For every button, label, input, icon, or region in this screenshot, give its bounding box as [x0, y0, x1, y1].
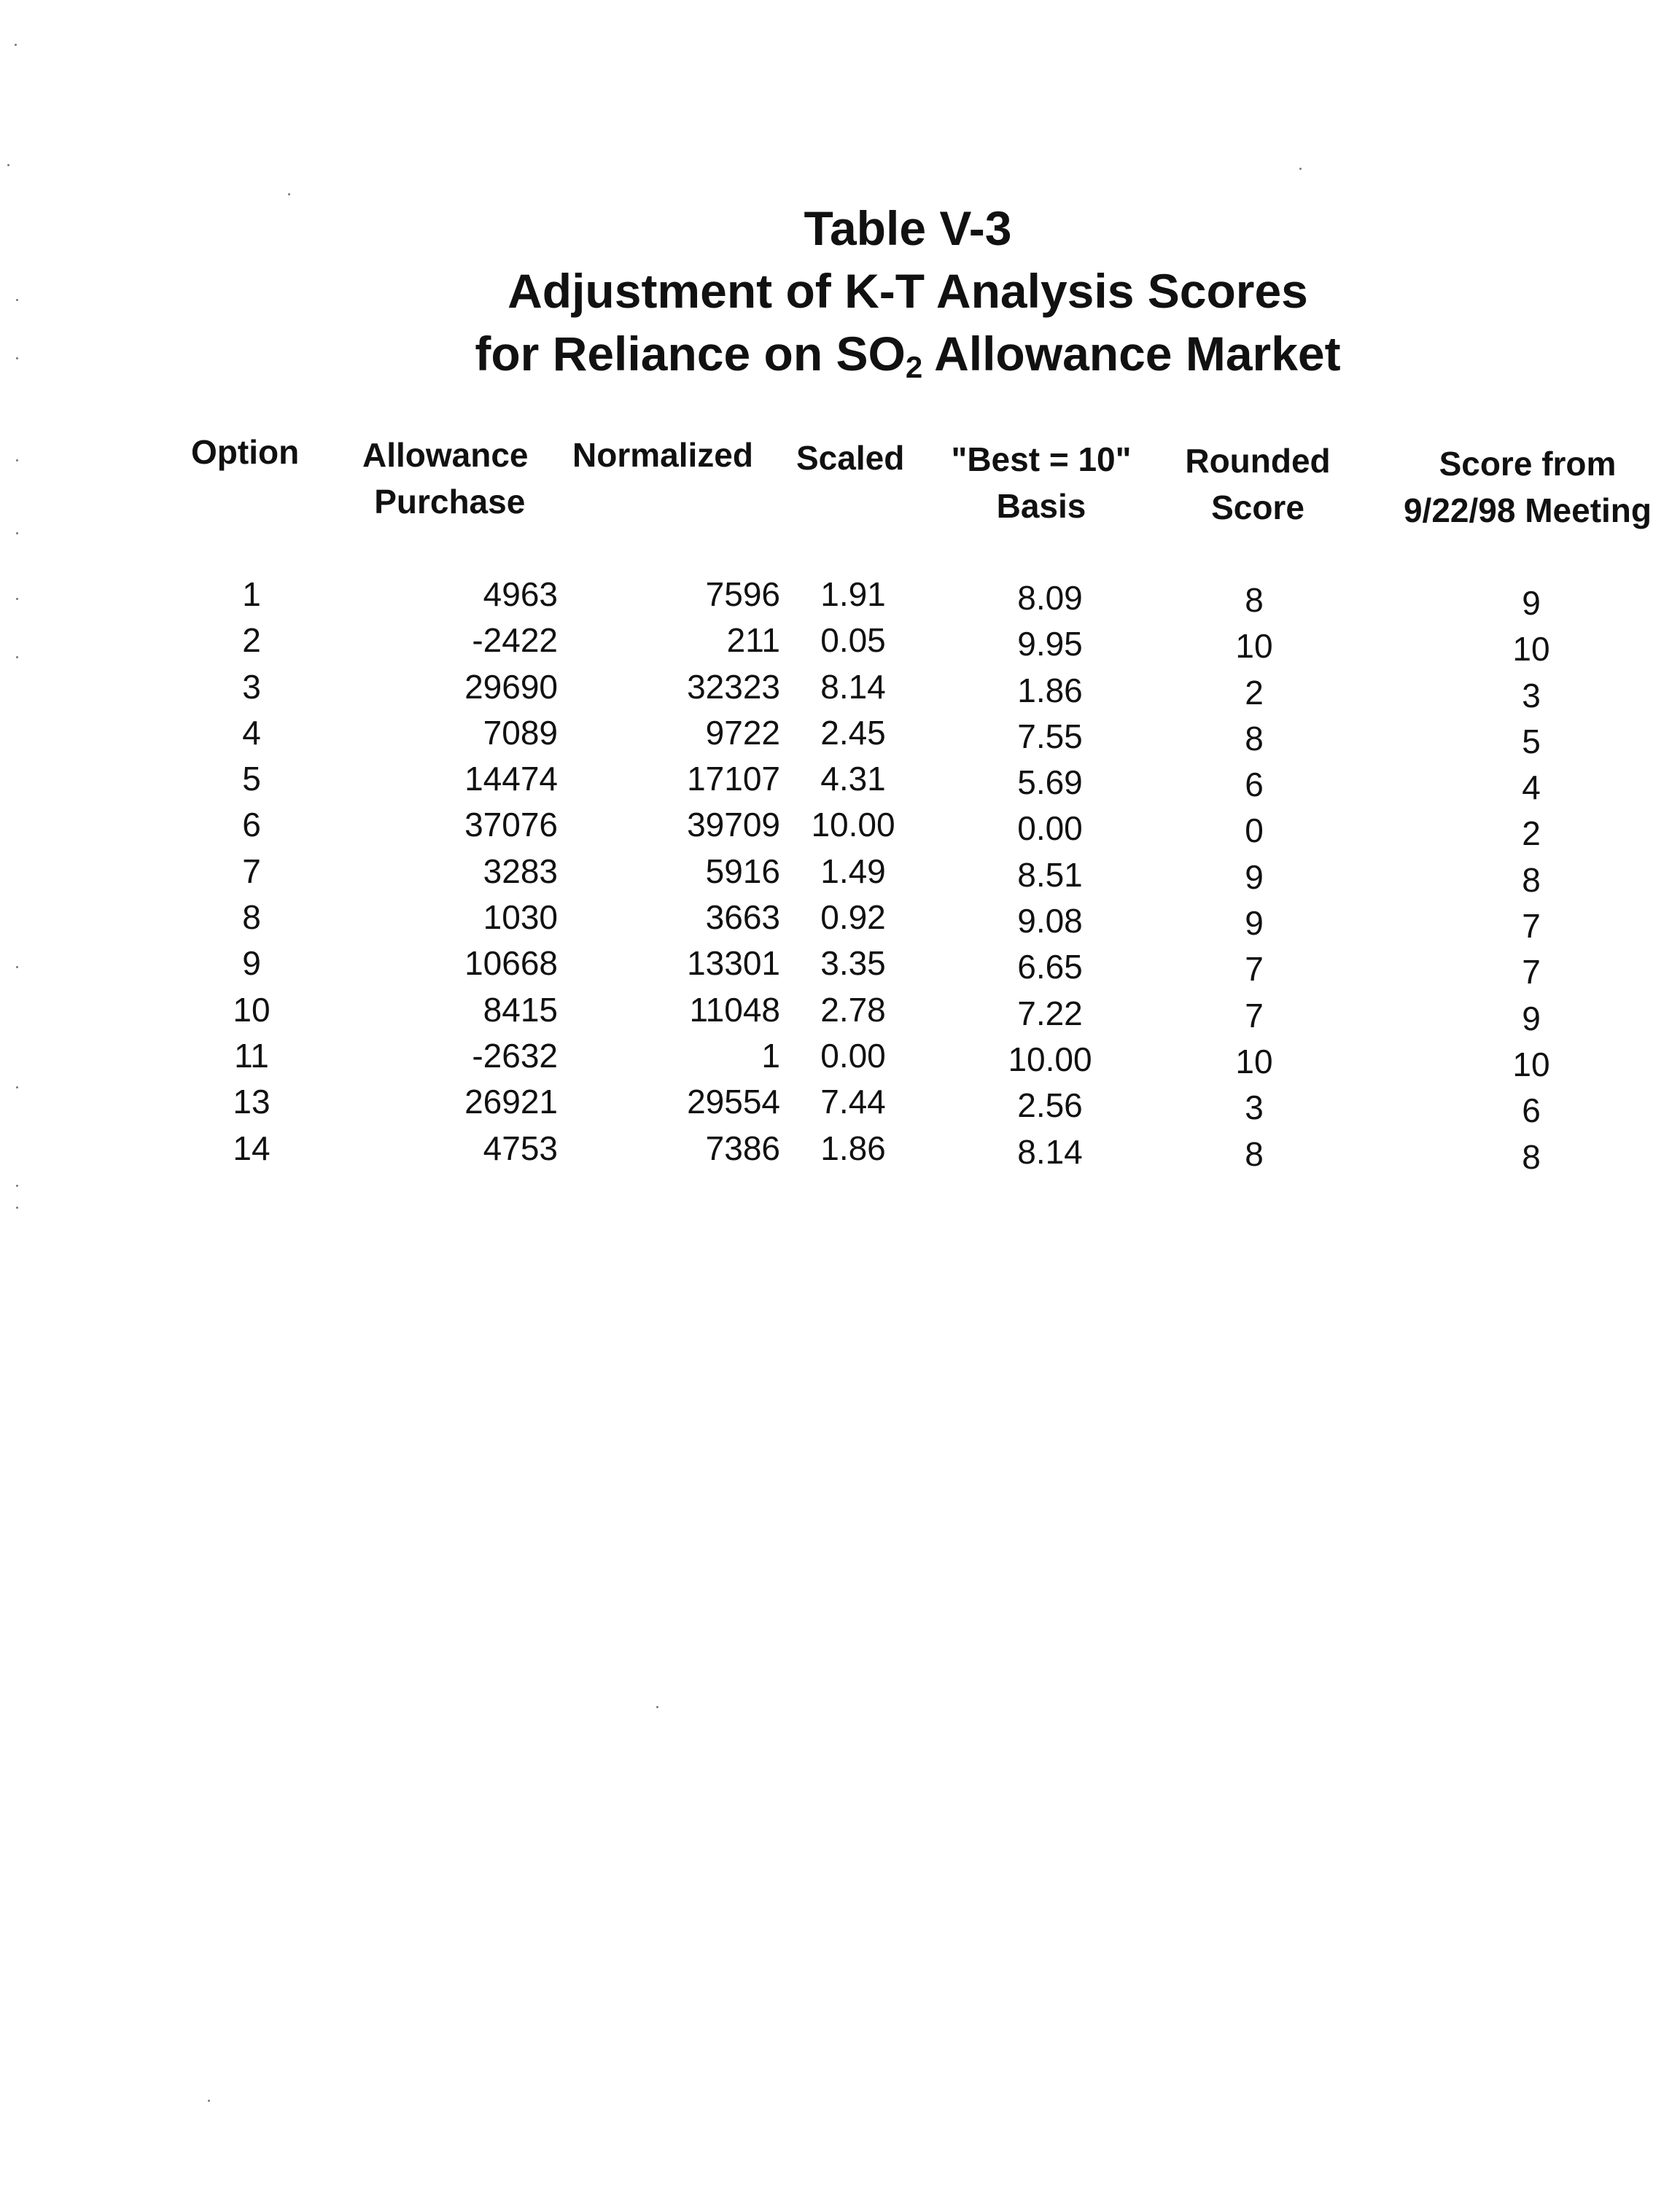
scan-speck: [1299, 168, 1302, 170]
cell-option: 7: [242, 852, 261, 890]
header-allowance-purchase: Allowance Purchase: [362, 436, 529, 521]
cell-normalized: 17107: [687, 760, 780, 798]
table-row: [0, 618, 1680, 669]
cell-allowance-purchase: -2632: [472, 1036, 558, 1075]
cell-option: 14: [233, 1129, 271, 1167]
table-row: [0, 1079, 1680, 1130]
table-title: [0, 197, 1680, 399]
table-row: [0, 895, 1680, 946]
scan-speck: [16, 1185, 18, 1187]
header-meeting-score: Score from 9/22/98 Meeting: [1403, 445, 1652, 529]
cell-normalized: 32323: [687, 667, 780, 706]
cell-option: 5: [242, 760, 261, 798]
scan-speck: [16, 966, 18, 968]
cell-option: 1: [242, 575, 261, 613]
cell-rounded-score: 3: [1245, 1088, 1264, 1127]
cell-normalized: 1: [761, 1036, 780, 1075]
scan-speck: [15, 44, 17, 46]
cell-option: 4: [242, 713, 261, 752]
cell-allowance-purchase: -2422: [472, 621, 558, 660]
title-line-3-pre: for Reliance on SO: [475, 327, 906, 381]
title-line-3-post: Allowance Market: [922, 327, 1341, 381]
table-row: [0, 802, 1680, 853]
cell-scaled: 3.35: [820, 944, 886, 983]
cell-meeting-score: 7: [1522, 907, 1541, 946]
cell-scaled: 0.00: [820, 1036, 886, 1075]
cell-scaled: 7.44: [820, 1083, 886, 1121]
header-scaled: Scaled: [796, 439, 905, 477]
cell-meeting-score: 2: [1522, 814, 1541, 853]
cell-option: 10: [233, 990, 271, 1029]
cell-option: 13: [233, 1083, 271, 1121]
cell-option: 8: [242, 898, 261, 937]
cell-rounded-score: 9: [1245, 857, 1264, 896]
scan-speck: [16, 598, 18, 600]
cell-rounded-score: 7: [1245, 950, 1264, 989]
cell-allowance-purchase: 1030: [483, 898, 558, 937]
cell-meeting-score: 8: [1522, 860, 1541, 899]
cell-meeting-score: 10: [1512, 1045, 1550, 1083]
cell-best-basis: 8.14: [1017, 1132, 1083, 1171]
cell-scaled: 0.05: [820, 621, 886, 660]
cell-best-basis: 9.95: [1017, 625, 1083, 663]
cell-rounded-score: 10: [1235, 627, 1273, 666]
cell-allowance-purchase: 4753: [483, 1129, 558, 1167]
cell-best-basis: 1.86: [1017, 671, 1083, 709]
cell-scaled: 0.92: [820, 898, 886, 937]
header-rounded-score: Rounded Score: [1185, 442, 1331, 526]
scan-speck: [16, 656, 18, 658]
cell-option: 11: [234, 1036, 269, 1075]
cell-normalized: 13301: [687, 944, 780, 983]
scan-speck: [16, 1086, 18, 1088]
cell-best-basis: 5.69: [1017, 763, 1083, 802]
cell-normalized: 3663: [705, 898, 780, 937]
cell-normalized: 9722: [705, 713, 780, 752]
cell-best-basis: 7.55: [1017, 717, 1083, 755]
cell-rounded-score: 8: [1245, 1134, 1264, 1173]
scan-speck: [7, 164, 9, 166]
cell-rounded-score: 6: [1245, 766, 1264, 804]
cell-option: 9: [242, 944, 261, 983]
cell-rounded-score: 9: [1245, 904, 1264, 943]
cell-scaled: 1.49: [820, 852, 886, 890]
title-subscript: 2: [905, 350, 923, 384]
cell-allowance-purchase: 3283: [483, 852, 558, 890]
cell-rounded-score: 7: [1245, 996, 1264, 1035]
cell-normalized: 11048: [689, 990, 780, 1029]
cell-meeting-score: 7: [1522, 953, 1541, 992]
cell-best-basis: 6.65: [1017, 948, 1083, 986]
cell-scaled: 1.91: [820, 575, 886, 613]
cell-meeting-score: 3: [1522, 676, 1541, 714]
cell-scaled: 8.14: [820, 667, 886, 706]
title-line-1: Table V-3: [804, 201, 1012, 255]
cell-meeting-score: 5: [1522, 722, 1541, 760]
table-row: [0, 987, 1680, 1037]
cell-best-basis: 2.56: [1017, 1086, 1083, 1125]
cell-scaled: 1.86: [820, 1129, 886, 1167]
cell-option: 2: [242, 621, 261, 660]
scan-speck: [16, 459, 18, 461]
scan-speck: [16, 357, 18, 359]
cell-rounded-score: 10: [1235, 1042, 1273, 1080]
cell-normalized: 211: [726, 621, 780, 660]
cell-best-basis: 7.22: [1017, 994, 1083, 1032]
cell-best-basis: 0.00: [1017, 809, 1083, 848]
scan-speck: [656, 1706, 658, 1708]
cell-allowance-purchase: 14474: [464, 760, 558, 798]
header-normalized: Normalized: [572, 436, 753, 474]
cell-allowance-purchase: 7089: [483, 713, 558, 752]
scan-speck: [208, 2100, 210, 2102]
cell-meeting-score: 9: [1522, 584, 1541, 622]
table-row: [0, 1126, 1680, 1176]
table-row: [0, 756, 1680, 807]
cell-normalized: 7386: [705, 1129, 780, 1167]
scan-speck: [16, 299, 18, 301]
cell-scaled: 2.78: [820, 990, 886, 1029]
cell-normalized: 5916: [705, 852, 780, 890]
cell-allowance-purchase: 29690: [464, 667, 558, 706]
cell-rounded-score: 0: [1245, 811, 1264, 850]
cell-scaled: 2.45: [820, 713, 886, 752]
table-row: [0, 710, 1680, 760]
scan-speck: [16, 1207, 18, 1209]
cell-option: 6: [242, 806, 261, 844]
cell-allowance-purchase: 10668: [464, 944, 558, 983]
cell-meeting-score: 8: [1522, 1137, 1541, 1176]
cell-option: 3: [242, 667, 261, 706]
cell-scaled: 4.31: [820, 760, 886, 798]
scan-speck: [16, 532, 18, 534]
header-best-basis: "Best = 10" Basis: [951, 440, 1132, 525]
cell-normalized: 39709: [687, 806, 780, 844]
cell-normalized: 29554: [687, 1083, 780, 1121]
title-line-2: Adjustment of K-T Analysis Scores: [508, 264, 1308, 318]
title-line-3: [0, 322, 1680, 399]
table-row: [0, 572, 1680, 622]
cell-best-basis: 8.09: [1017, 579, 1083, 617]
cell-meeting-score: 9: [1522, 999, 1541, 1037]
header-option: Option: [191, 433, 300, 471]
cell-best-basis: 8.51: [1017, 855, 1083, 894]
table-row: [0, 849, 1680, 899]
cell-meeting-score: 4: [1522, 768, 1541, 807]
table-body: [0, 572, 1680, 1176]
cell-allowance-purchase: 37076: [464, 806, 558, 844]
cell-rounded-score: 8: [1245, 581, 1264, 619]
table-row: [0, 1033, 1680, 1083]
cell-allowance-purchase: 4963: [483, 575, 558, 613]
table-row: [0, 940, 1680, 992]
cell-meeting-score: 6: [1522, 1091, 1541, 1130]
table-row: [0, 664, 1680, 714]
cell-best-basis: 9.08: [1017, 902, 1083, 940]
cell-rounded-score: 8: [1245, 719, 1264, 757]
scan-speck: [288, 193, 290, 195]
cell-normalized: 7596: [705, 575, 780, 613]
cell-best-basis: 10.00: [1008, 1040, 1092, 1078]
cell-allowance-purchase: 26921: [464, 1083, 558, 1121]
cell-rounded-score: 2: [1245, 673, 1264, 712]
cell-scaled: 10.00: [811, 806, 895, 844]
cell-meeting-score: 10: [1512, 630, 1550, 669]
cell-allowance-purchase: 8415: [483, 990, 558, 1029]
